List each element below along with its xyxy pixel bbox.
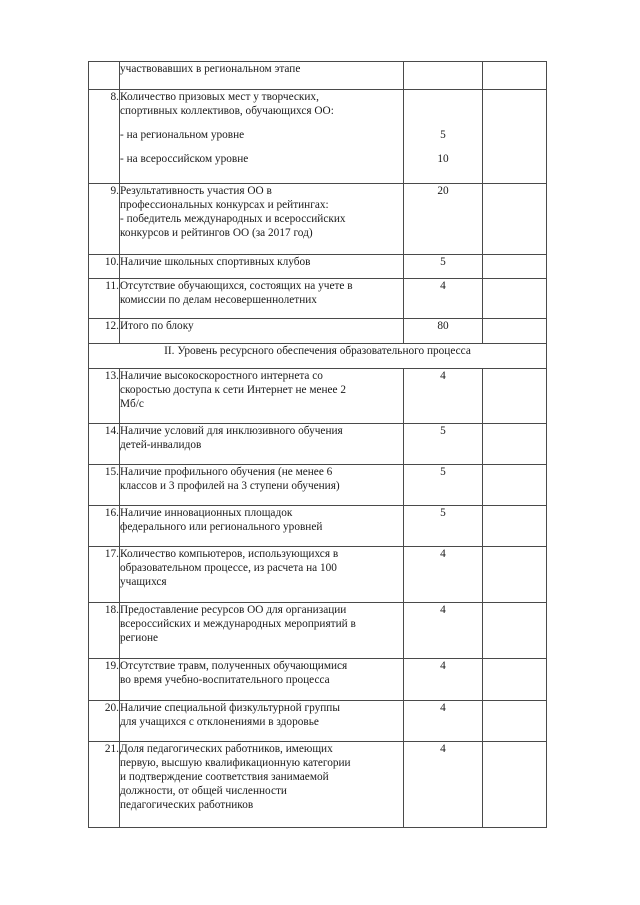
criterion-cell [120,184,404,255]
criterion-cell [120,465,404,506]
criterion-cell [120,424,404,465]
table-row [89,659,547,701]
criterion-text: Количество призовых мест у творческих, [120,91,319,103]
score-regional: 5 [440,129,446,141]
table-row [89,279,547,319]
score-national: 10 [437,153,449,165]
extra-cell [483,465,547,506]
extra-cell [483,742,547,828]
criterion-text: конкурсов и рейтингов ОО (за 2017 год) [120,227,313,239]
criterion-text: Результативность участия ОО в [120,185,272,197]
criterion-text: спортивных коллективов, обучающихся ОО: [120,105,334,117]
extra-cell [483,90,547,184]
row-number: 15. [89,465,120,506]
score: 20 [404,184,483,255]
row-number-cell [89,62,120,90]
criterion-text: участвовавших в региональном этапе [120,63,301,75]
criterion-text: - победитель международных и всероссийских [120,213,346,225]
criterion-text: федерального или регионального уровней [120,521,323,533]
criterion-text: должности, от общей численности [120,785,287,797]
criterion-cell [120,603,404,659]
extra-cell [483,255,547,279]
section-title: II. Уровень ресурсного обеспечения образовательного процесса [89,344,547,369]
extra-cell [483,701,547,742]
table-row [89,90,547,184]
table-row [89,255,547,279]
row-number: 10. [89,255,120,279]
table-row [89,701,547,742]
criterion-text: классов и 3 профилей на 3 ступени обучения) [120,480,340,492]
score: 4 [404,659,483,701]
criteria-table [88,61,547,828]
table-row [89,547,547,603]
table-row [89,424,547,465]
extra-cell [483,659,547,701]
criterion-text: во время учебно-воспитательного процесса [120,674,330,686]
criterion-text: Наличие условий для инклюзивного обучения [120,425,343,437]
row-number: 12. [89,319,120,344]
criterion-cell [120,90,404,184]
row-number: 21. [89,742,120,828]
row-number: 19. [89,659,120,701]
criterion-text: и подтверждение соответствия занимаемой [120,771,329,783]
criterion-text: первую, высшую квалификационную категории [120,757,351,769]
criterion-cell [120,255,404,279]
row-number: 17. [89,547,120,603]
criterion-text: Предоставление ресурсов ОО для организации [120,604,347,616]
criterion-cell [120,319,404,344]
extra-cell [483,547,547,603]
criterion-text: Доля педагогических работников, имеющих [120,743,333,755]
criterion-cell [120,369,404,424]
row-number: 9. [89,184,120,255]
score: 4 [404,369,483,424]
score: 4 [404,742,483,828]
criterion-cell [120,62,404,90]
criterion-text: учащихся [120,576,167,588]
table-row [89,603,547,659]
criterion-text: всероссийских и международных мероприятий в [120,618,356,630]
score: 4 [404,279,483,319]
criterion-text: комиссии по делам несовершеннолетних [120,294,317,306]
extra-cell [483,369,547,424]
score-cell [404,62,483,90]
extra-cell [483,279,547,319]
criterion-text: Количество компьютеров, использующихся в [120,548,339,560]
table-row [89,369,547,424]
row-number: 14. [89,424,120,465]
criterion-text: Мб/с [120,398,144,410]
score: 4 [404,547,483,603]
score: 4 [404,701,483,742]
criterion-text: Отсутствие травм, полученных обучающимися [120,660,348,672]
table-row [89,465,547,506]
table-row [89,184,547,255]
extra-cell [483,424,547,465]
row-number: 8. [89,90,120,184]
score: 5 [404,255,483,279]
criterion-text: Наличие школьных спортивных клубов [120,256,311,268]
criterion-text: детей-инвалидов [120,439,202,451]
criterion-cell [120,547,404,603]
criterion-text: регионе [120,632,159,644]
row-number: 18. [89,603,120,659]
criterion-text: Наличие специальной физкультурной группы [120,702,340,714]
criterion-text: Наличие высокоскоростного интернета со [120,370,323,382]
score-total: 80 [404,319,483,344]
sub-item-national: - на всероссийском уровне [120,153,249,165]
criterion-text: Отсутствие обучающихся, состоящих на учете в [120,280,353,292]
criterion-text: образовательном процессе, из расчета на 100 [120,562,337,574]
criterion-text: скоростью доступа к сети Интернет не менее 2 [120,384,347,396]
row-number: 13. [89,369,120,424]
table-row [89,506,547,547]
score: 4 [404,603,483,659]
extra-cell [483,319,547,344]
extra-cell [483,184,547,255]
score-cell [404,90,483,184]
criterion-text: Наличие инновационных площадок [120,507,293,519]
row-number: 11. [89,279,120,319]
criterion-text: профессиональных конкурсах и рейтингах: [120,199,329,211]
extra-cell [483,506,547,547]
table-row [89,62,547,90]
criterion-cell [120,279,404,319]
criterion-text: для учащихся с отклонениями в здоровье [120,716,319,728]
row-number: 20. [89,701,120,742]
table-row [89,742,547,828]
sub-item-regional: - на региональном уровне [120,129,245,141]
extra-cell [483,603,547,659]
criterion-text: Наличие профильного обучения (не менее 6 [120,466,333,478]
row-number: 16. [89,506,120,547]
criterion-text: педагогических работников [120,799,254,811]
criterion-cell [120,742,404,828]
section-header-row [89,344,547,369]
table-row [89,319,547,344]
criterion-cell [120,659,404,701]
criterion-text: Итого по блоку [120,320,194,332]
score: 5 [404,465,483,506]
criterion-cell [120,506,404,547]
criterion-cell [120,701,404,742]
score: 5 [404,506,483,547]
extra-cell [483,62,547,90]
score: 5 [404,424,483,465]
